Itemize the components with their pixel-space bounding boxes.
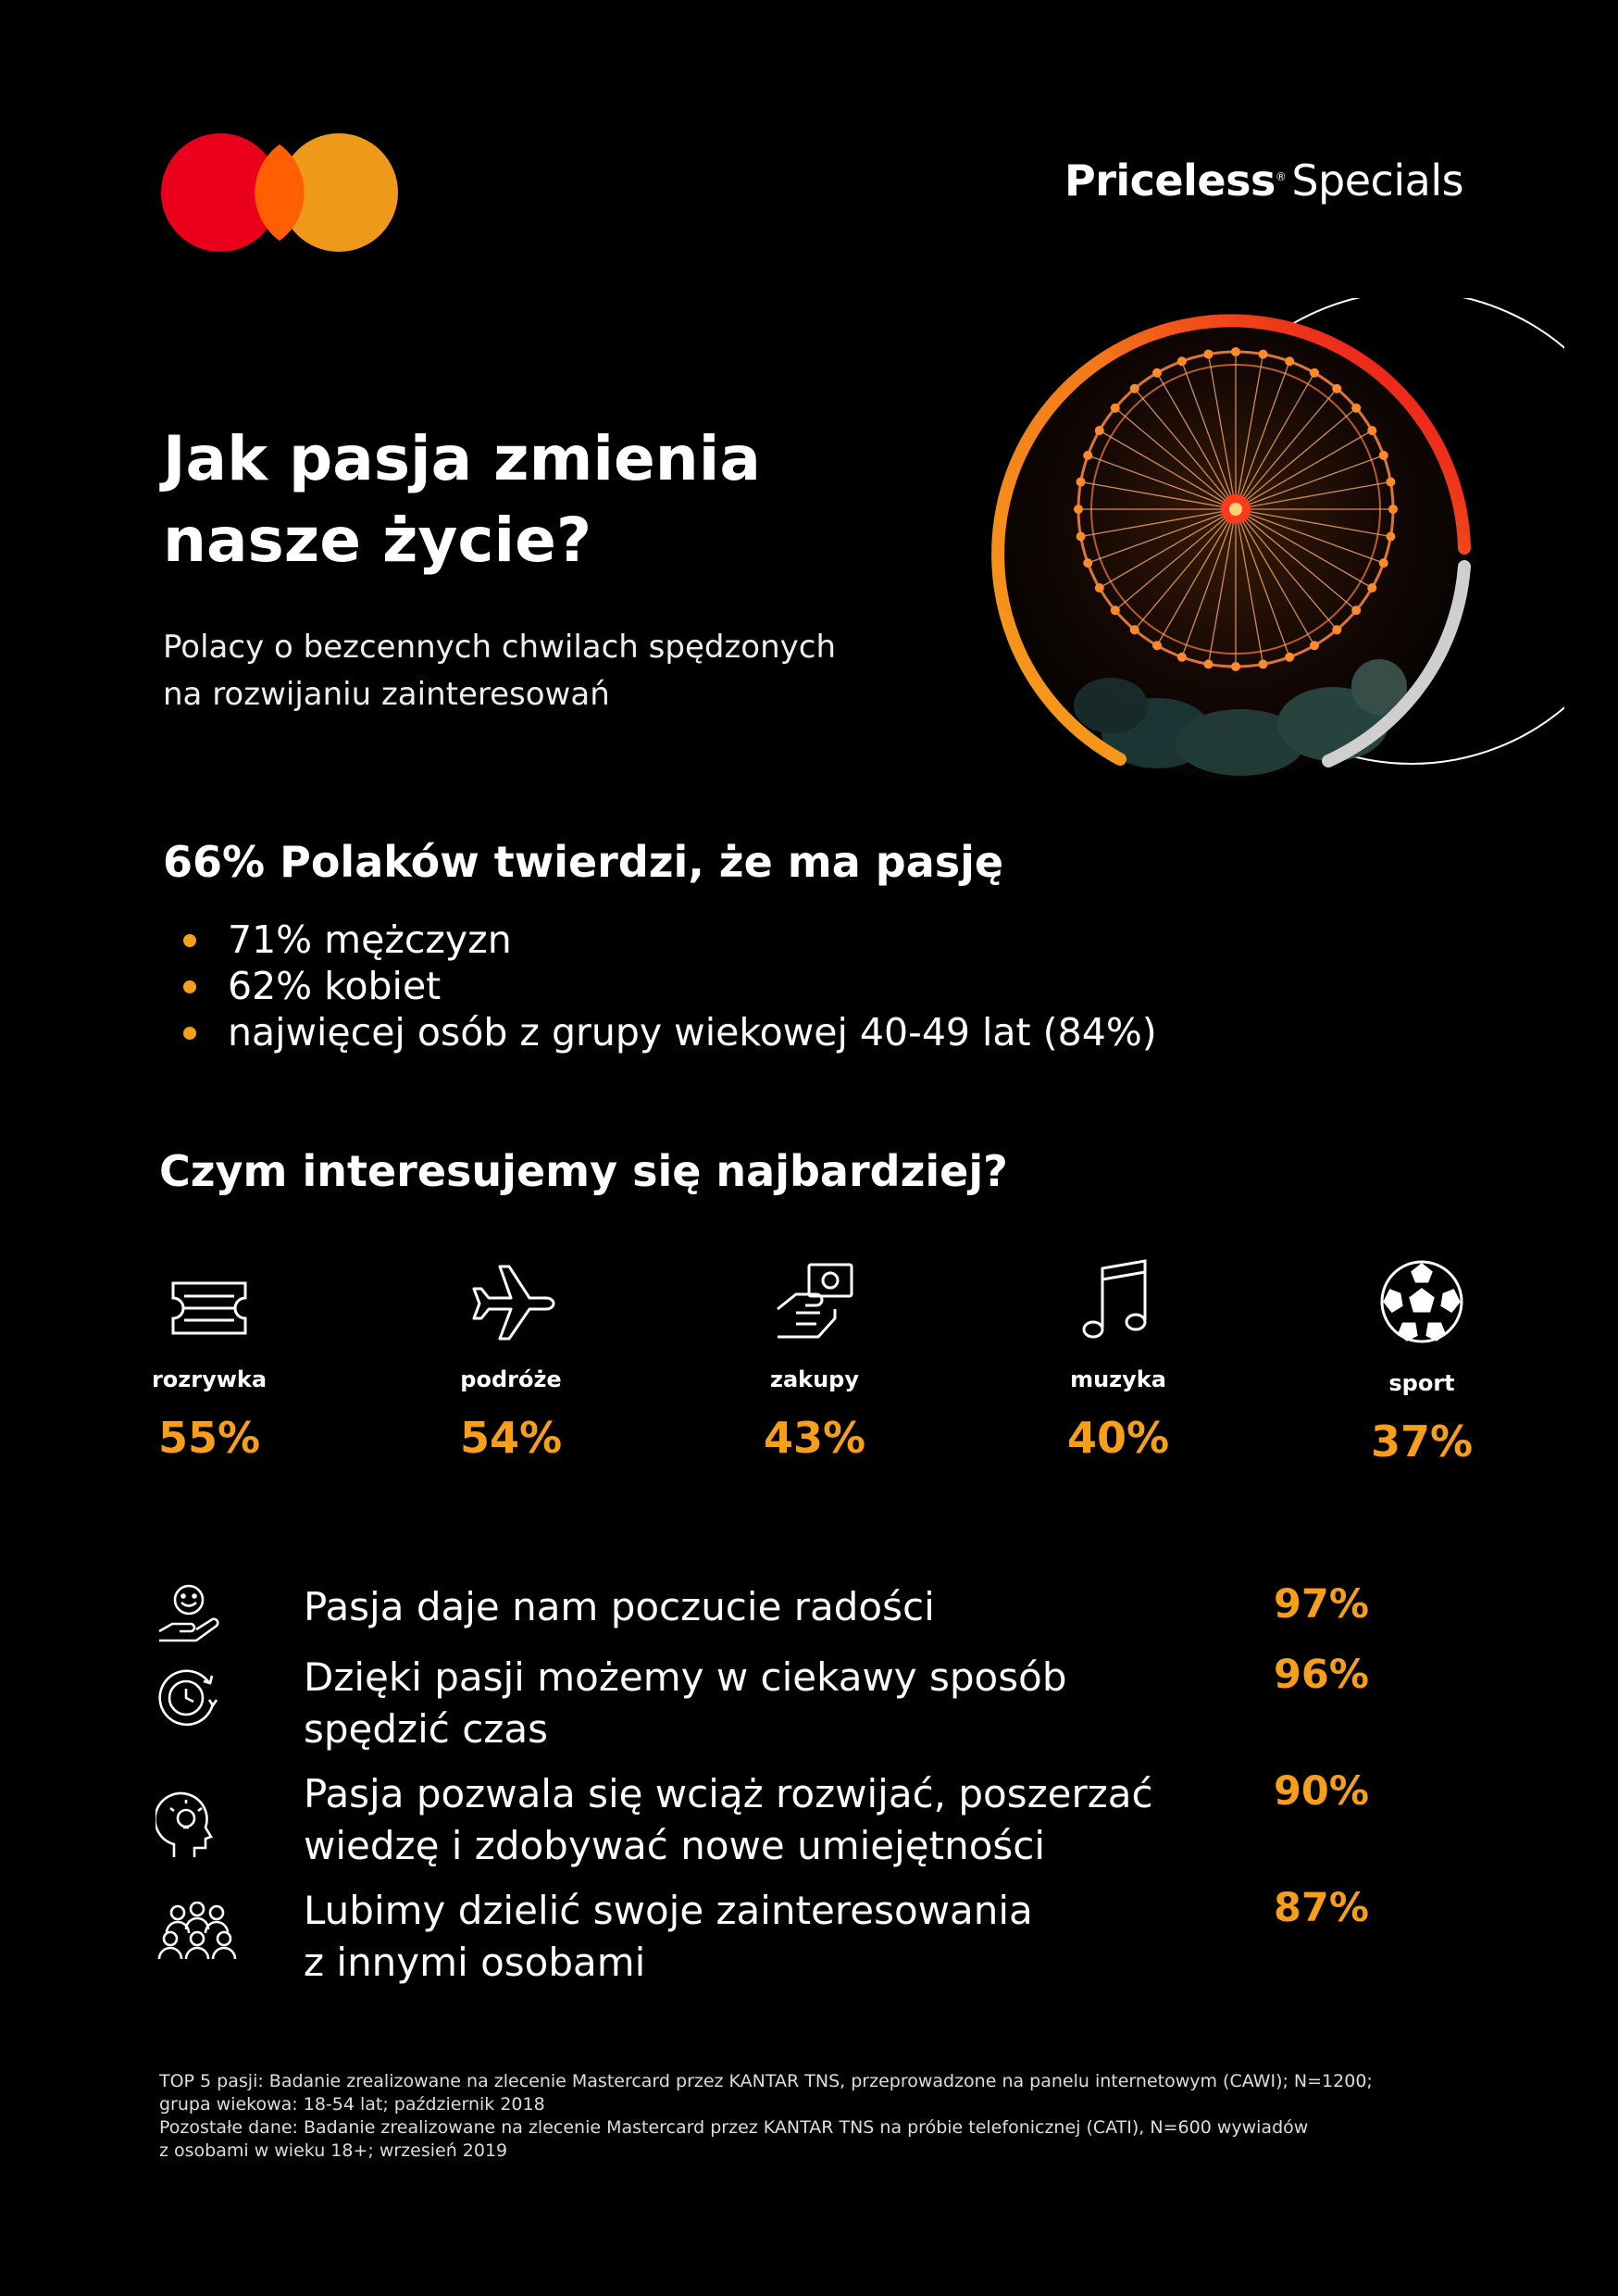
benefit-text bbox=[304, 1652, 1229, 1755]
wheel-light bbox=[1083, 451, 1092, 460]
brand-bold: Priceless bbox=[1064, 156, 1276, 206]
title-line-2: nasze życie? bbox=[163, 504, 592, 576]
benefit-line-1: Lubimy dzielić swoje zainteresowania bbox=[304, 1888, 1033, 1933]
interest-label: sport bbox=[1388, 1370, 1455, 1396]
brand-name bbox=[1064, 156, 1463, 206]
brand-light: Specials bbox=[1291, 156, 1464, 206]
wheel-light bbox=[1259, 350, 1268, 359]
wheel-light bbox=[1111, 605, 1120, 615]
benefit-line-1: Pasja pozwala się wciąż rozwijać, poszerzać bbox=[304, 1771, 1153, 1816]
benefit-value: 97% bbox=[1274, 1581, 1369, 1628]
wheel-light bbox=[1095, 583, 1104, 593]
bullet-dot bbox=[183, 1027, 196, 1040]
wheel-light bbox=[1259, 659, 1268, 668]
wheel-light bbox=[1231, 347, 1240, 356]
wheel-light bbox=[1285, 653, 1294, 662]
wheel-light bbox=[1285, 356, 1294, 366]
list-item bbox=[163, 963, 1157, 1009]
interests-heading: Czym interesujemy się najbardziej? bbox=[159, 1146, 1008, 1196]
interest-rozrywka bbox=[98, 1276, 320, 1463]
list-item bbox=[163, 917, 1157, 963]
wheel-light bbox=[1367, 426, 1376, 435]
wheel-light bbox=[1332, 384, 1341, 393]
idea-head-icon bbox=[156, 1791, 217, 1861]
ticket-icon bbox=[168, 1276, 251, 1341]
interest-value: 55% bbox=[157, 1413, 261, 1463]
wheel-light bbox=[1083, 558, 1092, 568]
interest-value: 40% bbox=[1066, 1413, 1170, 1463]
interest-sport bbox=[1311, 1259, 1533, 1466]
subtitle-line-2: na rozwijaniu zainteresowań bbox=[163, 676, 610, 713]
wheel-light bbox=[1388, 505, 1398, 514]
source-footnote bbox=[159, 2070, 1548, 2163]
benefit-text bbox=[304, 1768, 1229, 1872]
wheel-light bbox=[1386, 477, 1395, 486]
wheel-light bbox=[1386, 532, 1395, 542]
interest-value: 37% bbox=[1370, 1416, 1474, 1466]
interest-podroze bbox=[400, 1257, 622, 1463]
benefit-line-2: wiedzę i zdobywać nowe umiejętności bbox=[304, 1823, 1046, 1868]
bullet-text: 71% mężczyzn bbox=[228, 917, 512, 962]
wheel-light bbox=[1310, 641, 1319, 650]
interest-label: muzyka bbox=[1070, 1366, 1166, 1392]
wheel-light bbox=[1310, 368, 1319, 378]
interest-zakupy bbox=[703, 1257, 926, 1463]
wheel-light bbox=[1367, 583, 1376, 593]
wheel-light bbox=[1203, 350, 1213, 359]
list-item bbox=[163, 1009, 1157, 1055]
wheel-light bbox=[1203, 659, 1213, 668]
footnote-line: grupa wiekowa: 18-54 lat; październik 2018 bbox=[159, 2094, 545, 2115]
interest-muzyka bbox=[1007, 1257, 1229, 1463]
soccer-ball-icon bbox=[1379, 1259, 1464, 1344]
footnote-line: z osobami w wieku 18+; wrzesień 2019 bbox=[159, 2140, 508, 2161]
airplane-icon bbox=[465, 1257, 557, 1341]
page-title bbox=[163, 418, 922, 581]
brand-reg: ® bbox=[1275, 169, 1287, 183]
passion-stat-list bbox=[163, 917, 1157, 1055]
wheel-light bbox=[1152, 368, 1162, 378]
benefit-line-2: spędzić czas bbox=[304, 1706, 548, 1752]
interest-value: 43% bbox=[763, 1413, 866, 1463]
wheel-light bbox=[1077, 532, 1086, 542]
payment-hand-icon bbox=[768, 1257, 861, 1341]
wheel-light bbox=[1379, 558, 1388, 568]
bullet-text: najwięcej osób z grupy wiekowej 40-49 lat (84%) bbox=[228, 1010, 1157, 1054]
bullet-dot bbox=[183, 934, 196, 947]
smile-hand-icon bbox=[156, 1583, 220, 1644]
logo-overlap bbox=[220, 133, 339, 252]
interest-label: podróże bbox=[460, 1366, 562, 1392]
people-group-icon bbox=[156, 1902, 239, 1961]
ferris-wheel-figure bbox=[972, 298, 1564, 817]
clock-icon bbox=[156, 1665, 220, 1729]
benefit-value: 90% bbox=[1274, 1768, 1369, 1815]
wheel-light bbox=[1351, 404, 1361, 413]
benefit-value: 96% bbox=[1274, 1652, 1369, 1698]
title-line-1: Jak pasja zmienia bbox=[163, 423, 761, 494]
wheel-light bbox=[1130, 625, 1139, 634]
wheel-light bbox=[1231, 662, 1240, 671]
wheel-light bbox=[1077, 477, 1086, 486]
hero-image bbox=[972, 298, 1564, 820]
wheel-light bbox=[1332, 625, 1341, 634]
interest-label: zakupy bbox=[769, 1366, 860, 1392]
wheel-light bbox=[1074, 505, 1083, 514]
bullet-text: 62% kobiet bbox=[228, 964, 442, 1008]
logo-overlap-shape bbox=[220, 133, 339, 252]
wheel-light bbox=[1351, 605, 1361, 615]
interest-value: 54% bbox=[459, 1413, 563, 1463]
page-subtitle bbox=[163, 624, 959, 718]
benefit-line-2: z innymi osobami bbox=[304, 1940, 646, 1985]
benefit-value: 87% bbox=[1274, 1885, 1369, 1931]
footnote-line: Pozostałe dane: Badanie zrealizowane na zlecenie Mastercard przez KANTAR TNS na próbie telefonicznej (CATI), N=600 wywiadów bbox=[159, 2117, 1309, 2138]
passion-stat-heading: 66% Polaków twierdzi, że ma pasję bbox=[163, 837, 1004, 887]
wheel-light bbox=[1177, 356, 1187, 366]
benefit-line-1: Dzięki pasji możemy w ciekawy sposób bbox=[304, 1654, 1067, 1700]
music-note-icon bbox=[1077, 1257, 1160, 1341]
interest-label: rozrywka bbox=[151, 1366, 268, 1392]
wheel-light bbox=[1177, 653, 1187, 662]
benefit-text bbox=[304, 1885, 1229, 1989]
footnote-line: TOP 5 pasji: Badanie zrealizowane na zlecenie Mastercard przez KANTAR TNS, przeprowadzone na panelu internetowym (CAWI); N=1200; bbox=[159, 2071, 1373, 2091]
wheel-light bbox=[1152, 641, 1162, 650]
wheel-light bbox=[1130, 384, 1139, 393]
wheel-hub-center bbox=[1229, 503, 1242, 516]
bullet-dot bbox=[183, 980, 196, 993]
benefit-text bbox=[304, 1581, 1229, 1633]
benefit-line-1: Pasja daje nam poczucie radości bbox=[304, 1584, 935, 1629]
subtitle-line-1: Polacy o bezcennych chwilach spędzonych bbox=[163, 629, 837, 666]
wheel-light bbox=[1111, 404, 1120, 413]
wheel-light bbox=[1095, 426, 1104, 435]
wheel-light bbox=[1379, 451, 1388, 460]
